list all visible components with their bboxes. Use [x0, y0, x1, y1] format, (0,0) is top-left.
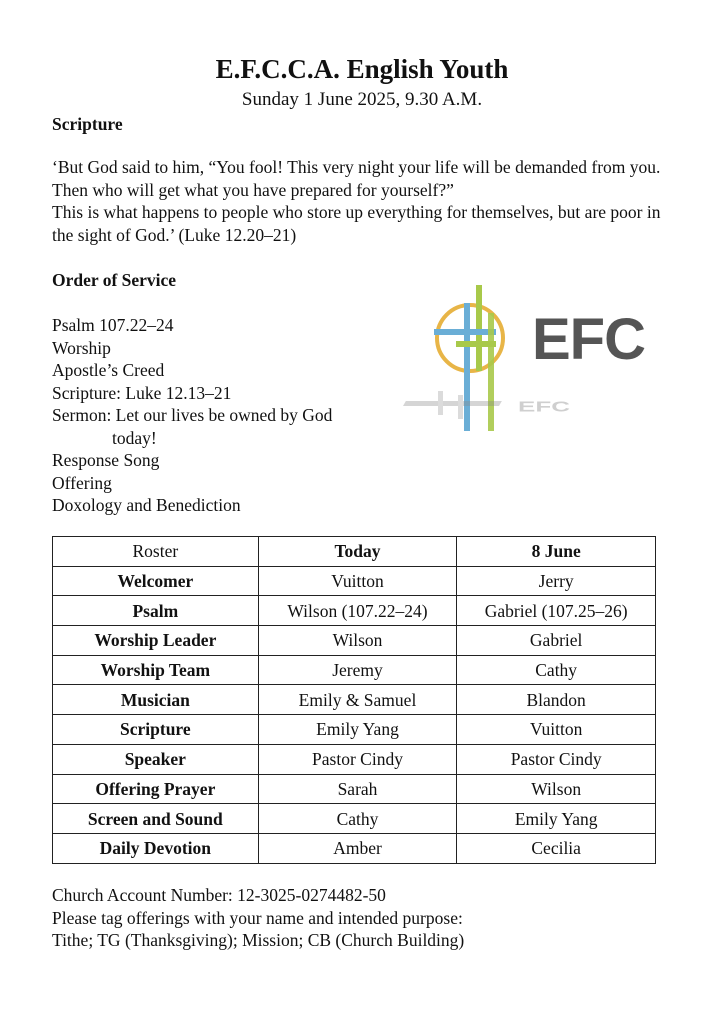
table-cell: Emily & Samuel — [258, 685, 457, 715]
role-cell: Speaker — [53, 744, 259, 774]
table-header: Today — [258, 537, 457, 567]
account-number: Church Account Number: 12-3025-0274482-50 — [52, 885, 386, 905]
logo-reflection — [403, 391, 570, 419]
role-cell: Welcomer — [53, 566, 259, 596]
role-cell: Worship Leader — [53, 626, 259, 656]
logo-text: EFC — [532, 307, 645, 372]
table-header: Roster — [53, 537, 259, 567]
roster-table — [52, 536, 656, 864]
list-item: Response Song — [52, 450, 160, 470]
footer-notes — [52, 884, 692, 952]
table-cell: Wilson — [258, 626, 457, 656]
table-cell: Sarah — [258, 774, 457, 804]
table-header: 8 June — [457, 537, 656, 567]
role-cell: Worship Team — [53, 655, 259, 685]
order-of-service-list — [52, 314, 382, 517]
table-row — [53, 626, 656, 656]
list-item: Scripture: Luke 12.13–21 — [52, 382, 232, 403]
scripture-paragraph-1: ‘But God said to him, “You fool! This very night your life will be demanded from you. Then who will get what you have prepared for yourself?” — [52, 157, 661, 200]
scripture-heading: Scripture — [52, 114, 123, 134]
offering-categories: Tithe; TG (Thanksgiving); Mission; CB (Church Building) — [52, 930, 465, 950]
list-item: today! — [112, 427, 157, 448]
table-cell: Blandon — [457, 685, 656, 715]
table-cell: Pastor Cindy — [258, 744, 457, 774]
table-cell: Jerry — [457, 566, 656, 596]
table-row — [53, 715, 656, 745]
order-of-service-heading: Order of Service — [52, 270, 177, 290]
table-cell: Vuitton — [457, 715, 656, 745]
list-item: Offering — [52, 472, 112, 493]
list-item: Psalm 107.22–24 — [52, 315, 174, 335]
role-cell: Psalm — [53, 596, 259, 626]
table-row — [53, 804, 656, 834]
table-cell: Emily Yang — [258, 715, 457, 745]
table-cell: Pastor Cindy — [457, 744, 656, 774]
cross-icon — [434, 285, 503, 431]
scripture-paragraph-2: This is what happens to people who store up everything for themselves, but are poor in the sight of God.’ (Luke 12.20–21) — [52, 202, 661, 245]
role-cell: Musician — [53, 685, 259, 715]
scripture-passage — [52, 156, 682, 246]
table-cell: Jeremy — [258, 655, 457, 685]
svg-text:EFC: EFC — [518, 399, 570, 416]
table-cell: Vuitton — [258, 566, 457, 596]
table-cell: Cecilia — [457, 833, 656, 863]
table-row — [53, 566, 656, 596]
table-row — [53, 774, 656, 804]
table-row — [53, 685, 656, 715]
role-cell: Screen and Sound — [53, 804, 259, 834]
table-cell: Amber — [258, 833, 457, 863]
table-row — [53, 655, 656, 685]
list-item: Doxology and Benediction — [52, 495, 241, 515]
table-cell: Gabriel (107.25–26) — [457, 596, 656, 626]
table-cell: Wilson — [457, 774, 656, 804]
table-cell: Gabriel — [457, 626, 656, 656]
table-row — [53, 833, 656, 863]
role-cell: Offering Prayer — [53, 774, 259, 804]
table-row — [53, 744, 656, 774]
table-cell: Cathy — [457, 655, 656, 685]
page-title: E.F.C.C.A. English Youth — [215, 54, 509, 84]
table-cell: Cathy — [258, 804, 457, 834]
role-cell: Scripture — [53, 715, 259, 745]
list-item: Worship — [52, 337, 111, 358]
table-cell: Wilson (107.22–24) — [258, 596, 457, 626]
efc-logo — [398, 283, 652, 439]
service-date: Sunday 1 June 2025, 9.30 A.M. — [241, 89, 483, 110]
list-item: Sermon: Let our lives be owned by God — [52, 405, 333, 425]
list-item: Apostle’s Creed — [52, 360, 165, 380]
role-cell: Daily Devotion — [53, 833, 259, 863]
table-row — [53, 596, 656, 626]
table-header-row — [53, 537, 656, 567]
offering-instructions: Please tag offerings with your name and intended purpose: — [52, 907, 463, 928]
table-cell: Emily Yang — [457, 804, 656, 834]
